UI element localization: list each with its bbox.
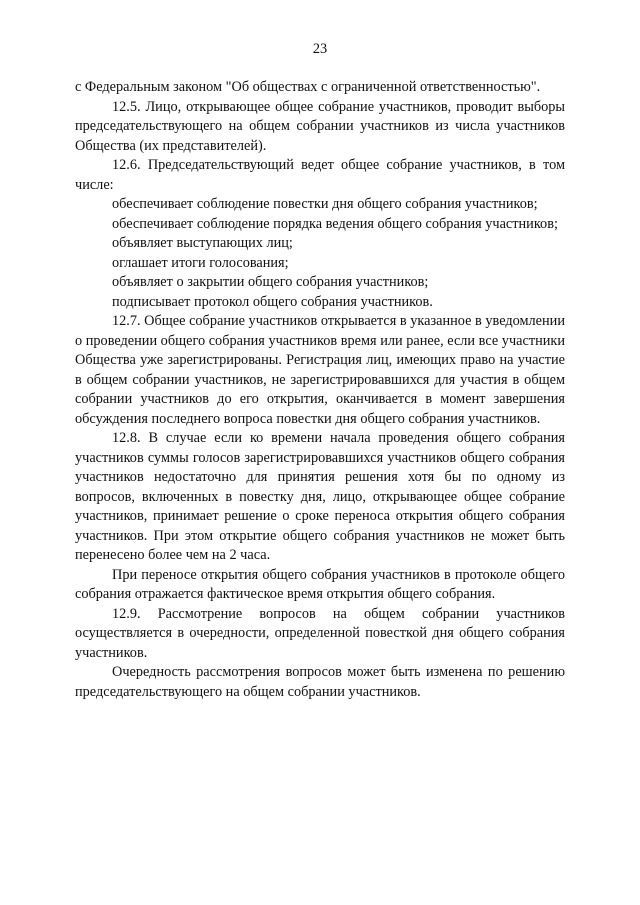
- paragraph-12-8: 12.8. В случае если ко времени начала проведения общего собрания участников суммы голосов зарегистрировавшихся участников общего собрания участников недостаточно для принятия решения хотя бы по одному из вопросов, включенных в повестку дня, лицо, открывающее общее собрание участников, принимает решение о сроке переноса открытия общего собрания участников. При этом открытие общего собрания участников не может быть перенесено более чем на 2 часа.: [75, 430, 565, 563]
- list-item-results: оглашает итоги голосования;: [112, 254, 289, 271]
- paragraph-continuation: с Федеральным законом "Об обществах с ограниченной ответственностью".: [75, 79, 541, 95]
- paragraph-12-6: 12.6. Председательствующий ведет общее собрание участников, в том числе:: [75, 157, 565, 193]
- paragraph-postponement: При переносе открытия общего собрания участников в протоколе общего собрания отражается фактическое время открытия общего собрания.: [75, 566, 565, 602]
- paragraph-12-9: 12.9. Рассмотрение вопросов на общем собрании участников осуществляется в очередности, определенной повесткой дня общего собрания участников.: [75, 605, 565, 661]
- document-body: [75, 78, 565, 702]
- list-item-protocol: подписывает протокол общего собрания участников.: [112, 293, 433, 310]
- paragraph-12-5: 12.5. Лицо, открывающее общее собрание участников, проводит выборы председательствующего на общем собрании участников из числа участников Общества (их представителей).: [75, 98, 565, 154]
- list-item-agenda: обеспечивает соблюдение повестки дня общего собрания участников;: [112, 196, 538, 212]
- list-item-order: обеспечивает соблюдение порядка ведения общего собрания участников;: [112, 215, 558, 232]
- list-item-speakers: объявляет выступающих лиц;: [112, 235, 293, 251]
- page-number: 23: [312, 41, 328, 57]
- paragraph-agenda-order: Очередность рассмотрения вопросов может быть изменена по решению председательствующего на общем собрании участников.: [75, 664, 565, 700]
- list-item-closing: объявляет о закрытии общего собрания участников;: [112, 274, 429, 290]
- paragraph-12-7: 12.7. Общее собрание участников открывается в указанное в уведомлении о проведении общего собрания участников время или ранее, если все участники Общества уже зарегистрированы. Регистрация лиц, имеющих право на участие в общем собрании участников, не зарегистрировавшихся для участия в общем собрании участников до его открытия, оканчивается в момент завершения обсуждения последнего вопроса повестки дня общего собрания участников.: [75, 313, 565, 427]
